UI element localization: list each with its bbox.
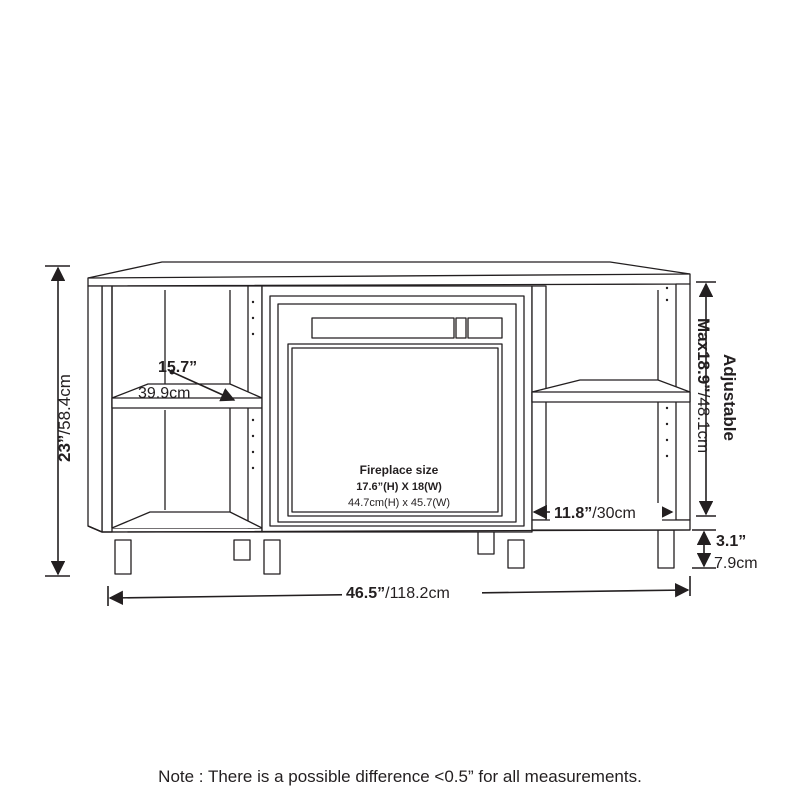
leg	[264, 540, 280, 574]
adjustable-label: Adjustable	[720, 354, 739, 441]
tv-stand-drawing	[88, 262, 690, 574]
fireplace-section	[262, 286, 532, 532]
right-cabinet	[532, 284, 690, 530]
leg	[658, 530, 674, 568]
leg-height-metric: 7.9cm	[714, 555, 758, 572]
width-label: 46.5”/118.2cm	[346, 585, 450, 602]
leg-height-imperial: 3.1”	[716, 533, 747, 550]
leg	[478, 530, 494, 554]
shelf-depth-imperial: 15.7”	[158, 359, 198, 376]
height-label: 23”/58.4cm	[55, 374, 74, 462]
fireplace-metric: 44.7cm(H) x 45.7(W)	[347, 497, 451, 509]
side-shelf-depth-label: 11.8”/30cm	[554, 505, 636, 522]
fireplace-title: Fireplace size	[359, 463, 439, 477]
fireplace-vent	[312, 318, 454, 338]
right-shelf	[532, 380, 690, 402]
leg	[234, 540, 250, 560]
adjustable-dimension-label: Max18.9”/48.1cm	[694, 318, 713, 454]
leg	[115, 540, 131, 574]
leg	[508, 540, 524, 568]
shelf-depth-metric: 39.9cm	[138, 385, 191, 402]
left-cabinet	[88, 286, 262, 532]
measurement-note: Note : There is a possible difference <0.5” for all measurements.	[158, 767, 642, 786]
fireplace-imperial: 17.6”(H) X 18(W)	[356, 481, 442, 493]
